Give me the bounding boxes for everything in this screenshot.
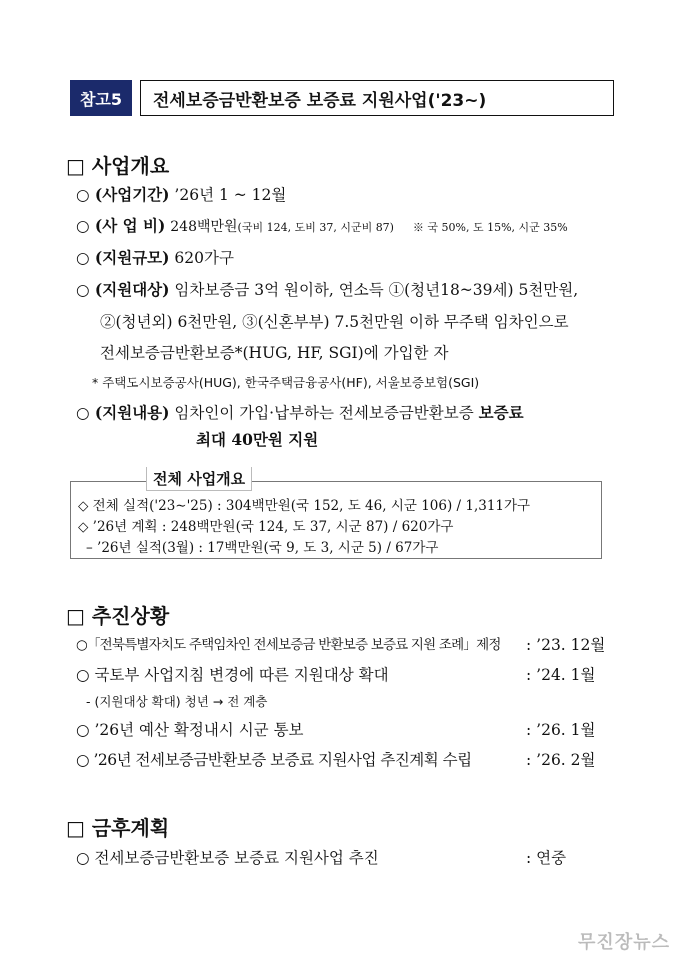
progress-item-4: ○ ’26년 전세보증금반환보증 보증료 지원사업 추진계획 수립	[76, 751, 472, 769]
progress-item-2: ○ 국토부 사업지침 변경에 따른 지원대상 확대	[76, 666, 389, 684]
scale-row	[76, 246, 234, 268]
title-bar	[70, 80, 614, 116]
reference-badge: 참고5	[70, 80, 132, 116]
content-line1-b: 보증료	[478, 403, 524, 422]
budget-ratio: ※ 국 50%, 도 15%, 시군 35%	[412, 221, 568, 234]
budget-detail: (국비 124, 도비 37, 시군비 87)	[237, 221, 394, 234]
page-title: 전세보증금반환보증 보증료 지원사업('23~)	[140, 80, 614, 116]
summary-box-title: 전체 사업개요	[146, 467, 252, 491]
watermark-logo: 무진장뉴스	[578, 932, 670, 953]
progress-date-3: : ’26. 1월	[526, 721, 596, 739]
target-label: ○ (지원대상)	[76, 280, 170, 299]
budget-label: ○ (사 업 비)	[76, 216, 166, 235]
summary-line1: ◇ 전체 실적('23∼'25) : 304백만원(국 152, 도 46, 시군 106) / 1,311가구	[78, 498, 531, 514]
progress-heading: □ 추진상황	[66, 604, 170, 628]
content-line1-a: 임차인이 가입·납부하는 전세보증금반환보증	[174, 404, 479, 422]
progress-item-3: ○ ’26년 예산 확정내시 시군 통보	[76, 721, 304, 739]
progress-date-4: : ’26. 2월	[526, 751, 596, 769]
plan-date: : 연중	[526, 849, 567, 867]
target-line3: 전세보증금반환보증*(HUG, HF, SGI)에 가입한 자	[100, 344, 449, 362]
budget-row	[76, 214, 568, 236]
progress-date-2: : ’24. 1월	[526, 666, 596, 684]
content-row	[76, 401, 524, 423]
period-row	[76, 183, 286, 205]
target-line2: ②(청년외) 6천만원, ③(신혼부부) 7.5천만원 이하 무주택 임차인으로	[100, 313, 569, 331]
scale-label: ○ (지원규모)	[76, 248, 170, 267]
period-value: ’26년 1 ~ 12월	[174, 186, 287, 204]
summary-line3: – ’26년 실적(3월) : 17백만원(국 9, 도 3, 시군 5) / 67가구	[86, 540, 439, 556]
budget-value: 248백만원	[170, 219, 238, 235]
scale-value: 620가구	[174, 249, 234, 267]
target-note: * 주택도시보증공사(HUG), 한국주택금융공사(HF), 서울보증보험(SGI)	[92, 375, 480, 390]
summary-line2: ◇ ’26년 계획 : 248백만원(국 124, 도 37, 시군 87) / 620가구	[78, 519, 454, 535]
period-label: ○ (사업기간)	[76, 185, 170, 204]
target-line1: 임차보증금 3억 원이하, 연소득 ①(청년18~39세) 5천만원,	[174, 281, 579, 299]
content-line2: 최대 40만원 지원	[196, 430, 319, 449]
progress-date-1: : ’23. 12월	[526, 636, 606, 654]
content-label: ○ (지원내용)	[76, 403, 170, 422]
plan-item: ○ 전세보증금반환보증 보증료 지원사업 추진	[76, 849, 379, 867]
progress-item-1: ○「전북특별자치도 주택임차인 전세보증금 반환보증 보증료 지원 조례」제정	[76, 637, 501, 653]
progress-sub-note: - (지원대상 확대) 청년 → 전 계층	[86, 694, 268, 709]
plan-heading: □ 금후계획	[66, 816, 170, 840]
target-row	[76, 278, 578, 300]
overview-heading: □ 사업개요	[66, 154, 170, 178]
